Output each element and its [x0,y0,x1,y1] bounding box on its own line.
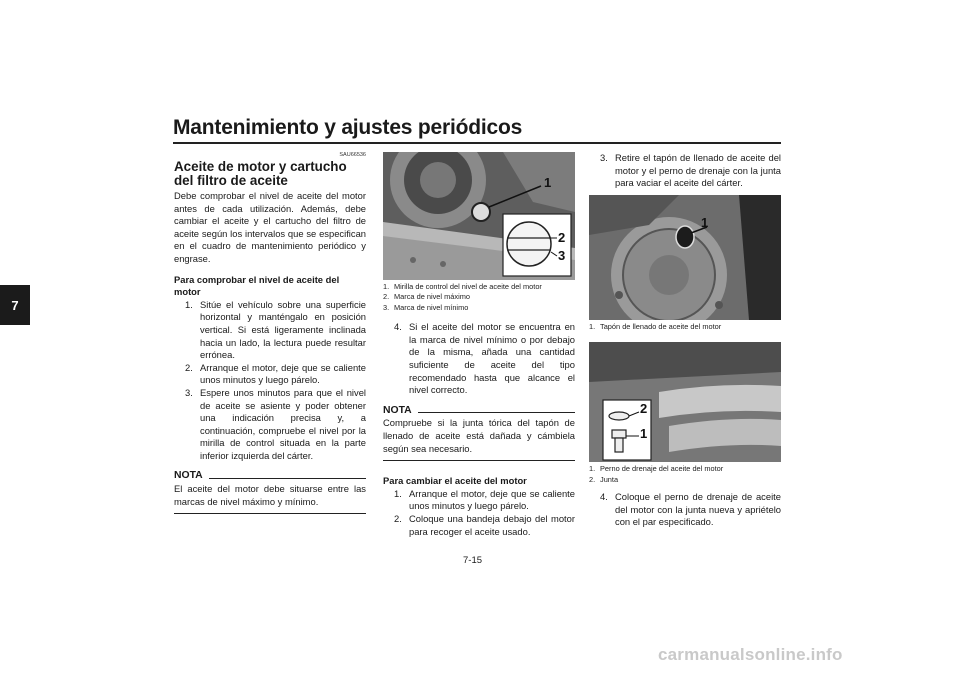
change-step-4 [589,491,781,529]
caption-text: Marca de nivel máximo [394,292,470,302]
title-rule [173,142,781,144]
section-title: Aceite de motor y cartucho del filtro de aceite [174,159,347,188]
drain-bolt-illustration [589,342,781,462]
engine-filler-illustration [589,195,781,320]
step-number: 4. [394,321,402,333]
nota-end-rule [174,513,366,514]
step-number: 3. [600,152,608,163]
engine-illustration [383,152,575,280]
nota2-end-rule [383,460,575,461]
intro-paragraph: Debe comprobar el nivel de aceite del motor antes de cada utilización. Además, debe cambiar el aceite y el cartucho del filtro de aceite según los intervalos que se especifican en el cuadro de mantenimiento periódico y engrase. [174,190,366,264]
check-heading: Para comprobar el nivel de aceite del motor [174,273,340,298]
step-text: Retire el tapón de llenado de aceite del motor y el perno de drenaje con la junta para vaciar el aceite del cárter. [615,152,781,189]
drain-bolt-photo [589,342,781,462]
step-number: 4. [600,491,608,502]
nota-header [174,470,366,483]
nota2-header [383,405,575,418]
change-step-1 [383,488,575,513]
step-number: 3. [185,386,193,398]
callout-1: 1 [701,214,709,230]
step-text: Sitúe el vehículo sobre una superficie horizontal y manténgalo en posición vertical. Si está ligeramente inclinada hacia un lado, la lectura puede resultar errónea. [200,298,366,361]
page-number: 7-15 [463,555,483,566]
caption-number: 2. [383,292,390,302]
step-number: 2. [185,361,193,373]
caption-number: 1. [589,464,596,474]
nota-label: NOTA [174,470,203,482]
step-number: 2. [394,512,402,524]
chapter-tab: 7 [0,285,30,325]
caption-item [383,292,575,302]
change-step-2 [383,513,575,538]
callout-1: 1 [640,426,648,442]
caption-item [383,303,575,313]
caption-item [383,282,575,292]
section-code: SAU66536 [339,152,366,158]
nota-text: El aceite del motor debe situarse entre las marcas de nivel máximo y mínimo. [174,483,366,507]
check-step-4 [383,321,575,397]
figure1-captions [383,282,575,313]
caption-number: 1. [589,321,596,331]
figure2-captions [589,322,781,332]
figure3-captions [589,464,781,485]
step-text: Arranque el motor, deje que se caliente unos minutos y luego párelo. [409,487,575,512]
caption-number: 3. [383,302,390,312]
check-step-2 [174,362,366,387]
check-step-1 [174,299,366,362]
oil-sight-glass-photo [383,152,575,280]
callout-3: 3 [558,248,566,263]
page-title: Mantenimiento y ajustes periódicos [173,116,523,139]
caption-text: Tapón de llenado de aceite del motor [600,321,722,331]
caption-text: Junta [600,474,619,484]
step-text: Espere unos minutos para que el nivel de aceite se asiente y poder obtener una indicación precisa y, a continuación, compruebe el nivel por la mirilla de control situada en la parte inferior izquierda del cárter. [200,386,366,461]
caption-item [589,475,781,485]
caption-number: 2. [589,474,596,484]
change-step-3 [589,152,781,190]
watermark: carmanualsonline.info [658,645,843,664]
caption-text: Mirilla de control del nivel de aceite del motor [394,282,542,291]
callout-2: 2 [640,401,648,417]
callout-1: 1 [544,175,552,190]
oil-filler-cap-photo [589,195,781,320]
step-text: Coloque el perno de drenaje de aceite del motor con la junta nueva y apriételo con el par especificado. [615,491,781,528]
step-text: Arranque el motor, deje que se caliente unos minutos y luego párelo. [200,361,366,386]
caption-item [589,322,781,332]
nota-label: NOTA [383,404,412,416]
nota2-text: Compruebe si la junta tórica del tapón de llenado de aceite está dañada y cámbiela según sea necesario. [383,417,575,454]
callout-2: 2 [558,230,566,245]
column-3 [589,152,781,529]
change-heading: Para cambiar el aceite del motor [383,475,527,487]
caption-number: 1. [383,282,390,291]
caption-text: Perno de drenaje del aceite del motor [600,464,724,474]
nota-rule [209,478,366,479]
column-2 [383,152,575,538]
step-number: 1. [394,487,402,499]
check-step-3 [174,387,366,463]
caption-item [589,464,781,474]
nota-rule [418,412,575,413]
step-text: Coloque una bandeja debajo del motor para recoger el aceite usado. [409,512,575,537]
column-1 [174,152,366,514]
step-number: 1. [185,298,193,310]
step-text: Si el aceite del motor se encuentra en la marca de nivel mínimo o por debajo de la misma, añada una cantidad suficiente de aceite del tipo recomendado hasta que alcance el nivel correcto. [409,321,575,396]
caption-text: Marca de nivel mínimo [394,302,469,312]
